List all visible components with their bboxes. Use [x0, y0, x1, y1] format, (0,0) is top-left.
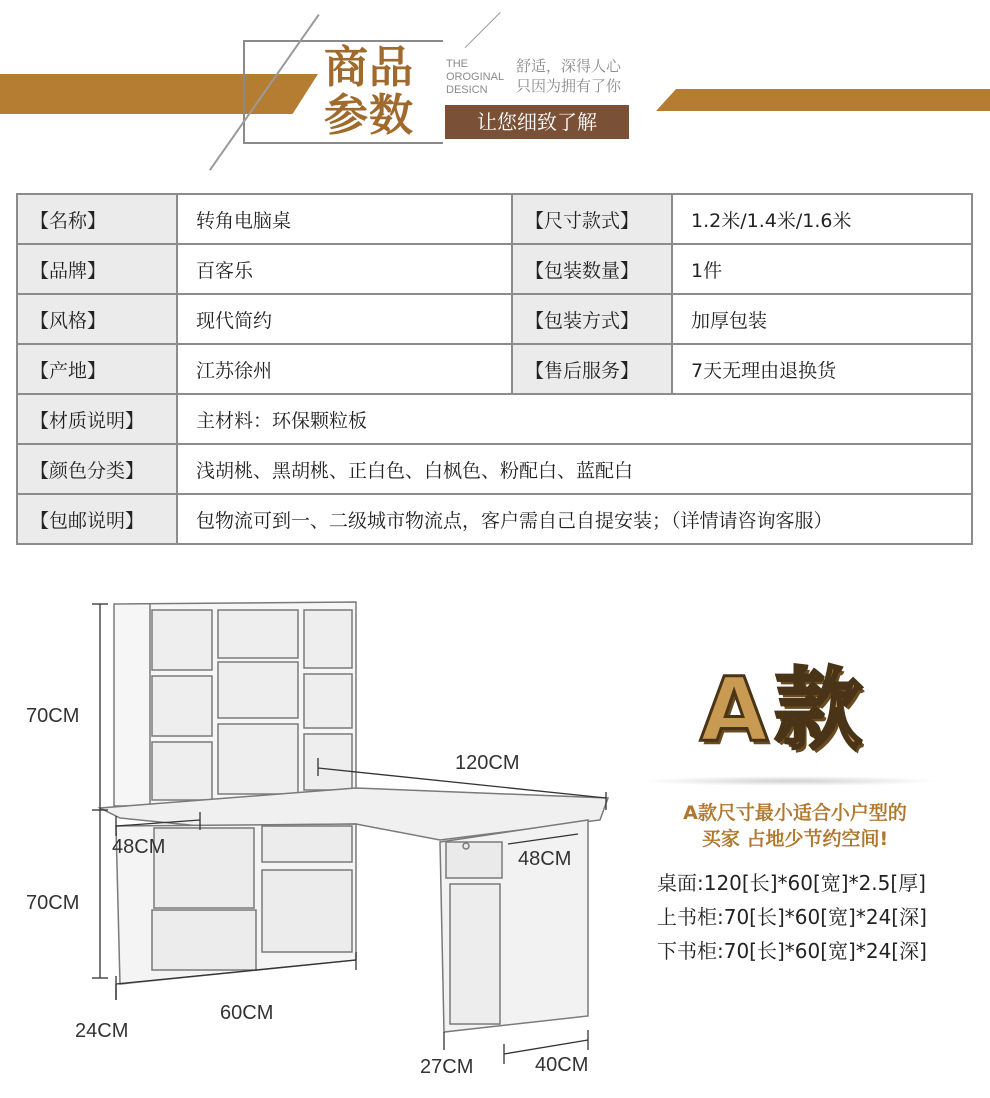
spec-value: 1.2米/1.4米/1.6米	[672, 194, 972, 244]
spec-row-wide	[17, 394, 972, 444]
spec-key: 【名称】	[17, 194, 177, 244]
spec-key: 【材质说明】	[17, 394, 177, 444]
header-en-line1: THE	[446, 58, 468, 70]
header-title	[324, 44, 434, 140]
spec-value: 现代简约	[177, 294, 512, 344]
spec-value: 浅胡桃、黑胡桃、正白色、白枫色、粉配白、蓝配白	[177, 444, 972, 494]
dim-cabinet-depth: 24CM	[75, 1020, 129, 1042]
header-tagline-line1: 舒适，深得人心	[516, 57, 622, 75]
spec-row-wide	[17, 444, 972, 494]
dim-right-depth: 48CM	[518, 848, 572, 870]
spec-table	[16, 193, 973, 545]
variant-spec-upper-cabinet: 上书柜:70[长]*60[宽]*24[深]	[657, 905, 927, 929]
header-tagline-line2: 只因为拥有了你	[516, 77, 622, 95]
variant-spec-desktop: 桌面:120[长]*60[宽]*2.5[厚]	[657, 871, 926, 895]
header-title-line2: 参数	[324, 90, 414, 141]
header-en-line3: DESICN	[446, 84, 488, 96]
header-band-right	[656, 89, 990, 111]
spec-value: 转角电脑桌	[177, 194, 512, 244]
spec-value: 1件	[672, 244, 972, 294]
spec-value: 包物流可到一、二级城市物流点，客户需自己自提安装；（详情请咨询客服）	[177, 494, 972, 544]
spec-key: 【风格】	[17, 294, 177, 344]
spec-key: 【包邮说明】	[17, 494, 177, 544]
spec-row	[17, 294, 972, 344]
variant-slogan-line1: A款尺寸最小适合小户型的	[683, 802, 907, 824]
spec-key: 【售后服务】	[512, 344, 672, 394]
header-diagonal-line-small	[465, 12, 501, 48]
dim-cabinet-width: 60CM	[220, 1002, 274, 1024]
spec-row	[17, 244, 972, 294]
header-en-line2: OROGINAL	[446, 71, 505, 83]
spec-key: 【尺寸款式】	[512, 194, 672, 244]
variant-specs	[657, 866, 927, 968]
spec-row-wide	[17, 494, 972, 544]
dim-lower-height: 70CM	[26, 892, 80, 914]
header-tagline	[516, 56, 621, 96]
dim-left-depth: 48CM	[112, 836, 166, 858]
variant-slogan	[660, 800, 930, 852]
dim-pedestal-width: 40CM	[535, 1054, 589, 1076]
dim-upper-height: 70CM	[26, 705, 80, 727]
spec-value: 百客乐	[177, 244, 512, 294]
variant-logo-shadow	[640, 776, 940, 786]
spec-value: 江苏徐州	[177, 344, 512, 394]
spec-value: 7天无理由退换货	[672, 344, 972, 394]
dim-pedestal-depth: 27CM	[420, 1056, 474, 1078]
header-title-line1: 商品	[324, 42, 414, 93]
spec-key: 【产地】	[17, 344, 177, 394]
spec-key: 【包装方式】	[512, 294, 672, 344]
detail-button: 让您细致了解	[445, 105, 629, 139]
spec-key: 【品牌】	[17, 244, 177, 294]
spec-row	[17, 344, 972, 394]
variant-spec-lower-cabinet: 下书柜:70[长]*60[宽]*24[深]	[657, 939, 927, 963]
variant-slogan-line2: 买家 占地少节约空间!	[701, 828, 889, 850]
spec-key: 【包装数量】	[512, 244, 672, 294]
spec-value: 主材料：环保颗粒板	[177, 394, 972, 444]
header-english-text	[446, 58, 516, 97]
spec-key: 【颜色分类】	[17, 444, 177, 494]
spec-row	[17, 194, 972, 244]
variant-logo: A款	[700, 658, 869, 761]
spec-value: 加厚包装	[672, 294, 972, 344]
dim-desk-length: 120CM	[455, 752, 520, 774]
